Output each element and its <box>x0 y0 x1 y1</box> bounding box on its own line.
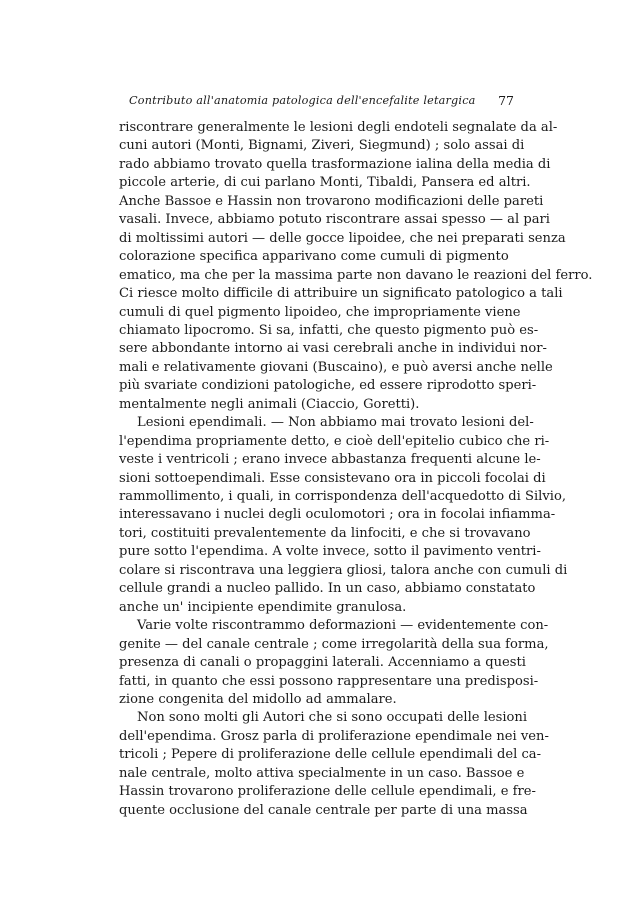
running-head <box>129 94 514 110</box>
text-line: sioni sottoependimali. Esse consistevano ora in piccoli focolai di <box>119 470 546 486</box>
text-line: zione congenita del midollo ad ammalare. <box>119 691 397 707</box>
text-line: cuni autori (Monti, Bignami, Ziveri, Siegmund) ; solo assai di <box>119 138 525 154</box>
text-line: riscontrare generalmente le lesioni degli endoteli segnalate da al- <box>119 120 558 135</box>
text-line: genite — del canale centrale ; come irregolarità della sua forma, <box>119 636 549 652</box>
text-line: piccole arterie, di cui parlano Monti, Tibaldi, Pansera ed altri. <box>119 175 531 191</box>
text-line: interessavano i nuclei degli oculomotori ; ora in focolai infiamma- <box>119 507 556 523</box>
text-line: fatti, in quanto che essi possono rappresentare una predisposi- <box>119 673 539 689</box>
text-line: l'ependima propriamente detto, e cioè dell'epitelio cubico che ri- <box>119 433 550 449</box>
text-line: Varie volte riscontrammo deformazioni — evidentemente con- <box>137 618 549 634</box>
text-line: cellule grandi a nucleo pallido. In un caso, abbiamo constatato <box>119 581 536 597</box>
text-line: mentalmente negli animali (Ciaccio, Goretti). <box>119 396 420 412</box>
text-line: presenza di canali o propaggini laterali. Accenniamo a questi <box>119 655 526 670</box>
text-line: cumuli di quel pigmento lipoideo, che impropriamente viene <box>119 304 521 320</box>
text-line: Non sono molti gli Autori che si sono occupati delle lesioni <box>137 710 528 726</box>
text-line: vasali. Invece, abbiamo potuto riscontrare assai spesso — al pari <box>119 212 550 228</box>
text-line: colare si riscontrava una leggiera gliosi, talora anche con cumuli di <box>119 562 568 578</box>
text-line: sere abbondante intorno ai vasi cerebrali anche in individui nor- <box>119 341 547 357</box>
text-line: Hassin trovarono proliferazione delle cellule ependimali, e fre- <box>119 784 536 800</box>
text-line: Anche Bassoe e Hassin non trovarono modificazioni delle pareti <box>119 193 544 209</box>
text-line: chiamato lipocromo. Si sa, infatti, che questo pigmento può es- <box>119 322 539 338</box>
text-line: dell'ependima. Grosz parla di proliferazione ependimale nei ven- <box>119 728 549 744</box>
text-line: di moltissimi autori — delle gocce lipoidee, che nei preparati senza <box>119 230 566 246</box>
text-line: Lesioni ependimali. — Non abbiamo mai trovato lesioni del- <box>137 415 534 431</box>
text-line: rado abbiamo trovato quella trasformazione ialina della media di <box>119 156 551 172</box>
running-title: Contributo all'anatomia patologica dell'encefalite letargica <box>129 94 476 107</box>
text-line: tori, costituiti prevalentemente da linfociti, e che si trovavano <box>119 525 531 541</box>
text-line: rammollimento, i quali, in corrispondenza dell'acquedotto di Silvio, <box>119 489 566 504</box>
text-line: più svariate condizioni patologiche, ed essere riprodotto speri- <box>119 378 537 394</box>
text-line: quente occlusione del canale centrale per parte di una massa <box>119 802 528 818</box>
text-line: nale centrale, molto attiva specialmente in un caso. Bassoe e <box>119 765 525 781</box>
text-line: veste i ventricoli ; erano invece abbastanza frequenti alcune le- <box>119 452 541 468</box>
text-line: Ci riesce molto difficile di attribuire un significato patologico a tali <box>119 286 563 301</box>
text-line: pure sotto l'ependima. A volte invece, sotto il pavimento ventri- <box>119 544 541 560</box>
text-line: mali e relativamente giovani (Buscaino), e può aversi anche nelle <box>119 359 553 375</box>
text-line: tricoli ; Pepere di proliferazione delle cellule ependimali del ca- <box>119 747 542 763</box>
text-line: colorazione specifica apparivano come cumuli di pigmento <box>119 249 509 265</box>
text-line: anche un' incipiente ependimite granulosa. <box>119 599 407 615</box>
page-number: 77 <box>498 93 514 108</box>
text-line: ematico, ma che per la massima parte non davano le reazioni del ferro. <box>119 267 593 283</box>
